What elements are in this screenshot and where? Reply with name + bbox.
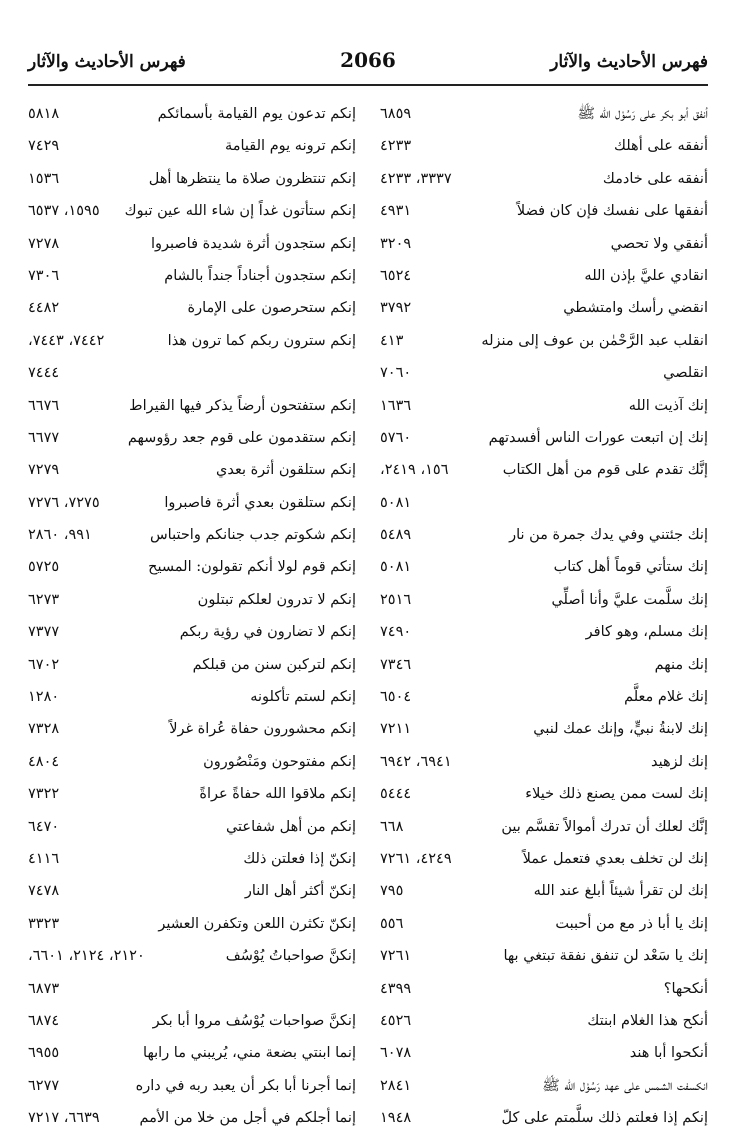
entry-text: إنكم ستجدون أثرة شديدة فاصبروا (150, 235, 356, 252)
entry-text: أنفقي ولا تحصي (610, 235, 708, 252)
entry-refs: ٣٣٣٧، ٤٢٣٣ (380, 170, 452, 187)
entry-refs: ٤١١٦ (28, 850, 60, 867)
index-entry (28, 910, 356, 942)
entry-refs: ٦٢٧٣ (28, 591, 60, 608)
entry-refs: ٧٤٩٠ (380, 624, 412, 641)
index-entry (380, 327, 708, 359)
entry-text: انقضي رأسك وامتشطي (563, 300, 708, 317)
entry-text: انقلب عبد الرَّحْمٰن بن عوف إلى منزله (481, 332, 708, 349)
entry-text: إنك يا أبا ذر مع من أحببت (555, 915, 708, 932)
entry-text: إنك مسلم، وهو كافر (585, 624, 708, 641)
index-entry (28, 618, 356, 650)
index-entry (380, 942, 708, 974)
entry-refs: ٤٩٣١ (380, 203, 412, 220)
entry-text: إنك يا سَعْد لن تنفق نفقة تبتغي بها (503, 948, 708, 965)
entry-refs: ٣٣٢٣ (28, 915, 60, 932)
entry-text: إنكنَّ صواحباتُ يُوْسُف (225, 948, 356, 965)
index-entry (380, 294, 708, 326)
index-entry (380, 651, 708, 683)
index-entry (28, 230, 356, 262)
entry-text: أنفق أبو بكر على رَسُوْل الله ﷺ (577, 106, 708, 122)
index-entry (380, 586, 708, 618)
index-entry (380, 100, 708, 132)
index-entry (380, 230, 708, 262)
index-entry (28, 877, 356, 909)
entry-text: إنكم ترونه يوم القيامة (224, 138, 356, 155)
entry-text: إنكم لا تدرون لعلكم تبتلون (197, 591, 356, 608)
index-entry (380, 1104, 708, 1136)
entry-text: إنك إن اتبعت عورات الناس أفسدتهم (488, 429, 708, 446)
index-entry (28, 392, 356, 424)
index-entry (28, 748, 356, 780)
entry-refs: ٧٣٤٦ (380, 656, 412, 673)
entry-text: إنكم من أهل شفاعتي (225, 818, 356, 835)
entry-refs: ٤٨٠٤ (28, 753, 60, 770)
entry-text: إنكم لستم تأكلونه (250, 689, 356, 706)
entry-text: إنك آذيت الله (628, 397, 708, 414)
entry-text: إنك لست ممن يصنع ذلك خيلاء (525, 786, 708, 803)
index-entry (380, 359, 708, 391)
entry-refs: ٦٢٧٧ (28, 1077, 60, 1094)
index-entry (380, 715, 708, 747)
index-entry (380, 683, 708, 715)
index-entry (380, 618, 708, 650)
entry-refs: ١٩٤٨ (380, 1110, 412, 1127)
index-entry (380, 780, 708, 812)
entry-refs: ٤٢٤٩، ٧٢٦١ (380, 850, 452, 867)
index-entry (380, 1072, 708, 1104)
entry-refs: ٥٧٢٥ (28, 559, 60, 576)
index-entry (28, 327, 356, 359)
entry-refs: ٦٩٤١، ٦٩٤٢ (380, 753, 452, 770)
entry-refs: ١٢٨٠ (28, 689, 60, 706)
entry-refs: ٤٣٩٩ (380, 980, 412, 997)
index-entry (28, 100, 356, 132)
entry-refs: ٦٥٠٤ (380, 689, 412, 706)
entry-refs: ٥٠٨١ (380, 494, 412, 511)
entry-text: إنك جئتني وفي يدك جمرة من نار (509, 527, 708, 544)
entry-refs: ٢١٢٠، ٢١٢٤، ٦٦٠١، (28, 948, 145, 965)
entry-text: أنكحها؟ (663, 980, 708, 997)
entry-text: إنكم ستجدون أجناداً جنداً بالشام (164, 267, 356, 284)
index-entry (380, 845, 708, 877)
index-entry (28, 975, 356, 1007)
entry-refs: ١٥٣٦ (28, 170, 60, 187)
index-entry (28, 294, 356, 326)
index-entry (28, 1039, 356, 1071)
entry-refs: ٦٩٥٥ (28, 1045, 60, 1062)
index-entry (28, 165, 356, 197)
entry-text: إنك سلَّمت عليَّ وأنا أصلِّي (551, 591, 708, 608)
entry-refs: ٥٠٨١ (380, 559, 412, 576)
entry-text: إنكم مفتوحون ومَنْصُورون (203, 753, 356, 770)
index-entry (28, 1072, 356, 1104)
index-entry (380, 910, 708, 942)
entry-text: إنكنَّ صواحبات يُوْسُف مروا أبا بكر (152, 1012, 356, 1029)
index-entry (380, 456, 708, 488)
entry-refs: ٧٢٧٨ (28, 235, 60, 252)
index-entry (380, 813, 708, 845)
index-entry (380, 975, 708, 1007)
entry-refs: ٣٧٩٢ (380, 300, 412, 317)
entry-refs: ٧٢٦١ (380, 948, 412, 965)
index-entry (380, 553, 708, 585)
index-entry (28, 651, 356, 683)
entry-text: إنكم ملاقوا الله حفاةً عراةً (199, 786, 356, 803)
entry-refs: ٦٦٧٧ (28, 429, 60, 446)
entry-refs: ٦٧٠٢ (28, 656, 60, 673)
entry-refs: ٥٨١٨ (28, 106, 60, 122)
entry-text: إنك غلام معلَّم (624, 689, 708, 706)
entry-text: إنكم قوم لولا أنكم تقولون: المسيح (148, 559, 356, 576)
index-entry (28, 1007, 356, 1039)
index-entry (380, 165, 708, 197)
entry-text: إنكم ستحرصون على الإمارة (187, 300, 356, 317)
entry-text: إنما ابنتي بضعة مني، يُريبني ما رابها (143, 1045, 356, 1062)
entry-refs: ٥٤٨٩ (380, 527, 412, 544)
entry-text: أنكح هذا الغلام ابنتك (587, 1012, 708, 1029)
entry-text: إنكنّ أكثر أهل النار (244, 883, 356, 900)
index-entry (28, 813, 356, 845)
entry-text: إنكم محشورون حفاة عُراة غرلاً (169, 721, 356, 738)
entry-text: إنك لابنةُ نبيٍّ، وإنك عمك لنبي (533, 721, 708, 738)
entry-text: إنكم سترون ربكم كما ترون هذا (167, 332, 356, 349)
entry-refs: ٥٧٦٠ (380, 429, 412, 446)
index-entry (28, 780, 356, 812)
entry-text: إنكم شكوتم جدب جنانكم واحتباس (149, 527, 356, 544)
entry-refs: ٧٢١١ (380, 721, 412, 738)
index-entry (380, 197, 708, 229)
entry-text: إنكم إذا فعلتم ذلك سلَّمتم على كلّ (501, 1110, 708, 1127)
entry-refs: ٩٩١، ٢٨٦٠ (28, 527, 92, 544)
entry-refs: ٧٣٠٦ (28, 267, 60, 284)
entry-text: إنكم ستلقون بعدي أثرة فاصبروا (164, 494, 356, 511)
entry-text: إنكم ستلقون أثرة بعدي (215, 462, 356, 479)
index-entry (28, 942, 356, 974)
entry-refs: ٥٤٤٤ (380, 786, 412, 803)
index-entry (28, 586, 356, 618)
entry-refs: ٦٨٧٤ (28, 1012, 60, 1029)
index-entry (380, 424, 708, 456)
entry-text: إنك لن تخلف بعدي فتعمل عملاً (522, 850, 708, 867)
entry-refs: ٧٣٢٨ (28, 721, 60, 738)
page-header (28, 48, 708, 78)
index-entry (28, 489, 356, 521)
index-entry (28, 456, 356, 488)
index-entry (28, 262, 356, 294)
entry-text: إنك منهم (654, 656, 708, 673)
entry-text: إنكم لتركبن سنن من قبلكم (192, 656, 356, 673)
entry-text: أنكحوا أبا هند (629, 1045, 708, 1062)
entry-refs: ٧٣٢٢ (28, 786, 60, 803)
entry-refs: ٧٤٤٢، ٧٤٤٣، (28, 332, 105, 349)
entry-text: أنفقها على نفسك فإن كان فضلاً (516, 203, 708, 220)
entry-refs: ١٦٣٦ (380, 397, 412, 414)
entry-text: إنكم ستفتحون أرضاً يذكر فيها القيراط (129, 397, 356, 414)
entry-refs: ٧٢٧٩ (28, 462, 60, 479)
entry-refs: ٦٠٧٨ (380, 1045, 412, 1062)
index-entry (380, 1007, 708, 1039)
entry-text: إنك لزهيد (651, 753, 708, 770)
entry-text: إنما أجلكم في أجل من خلا من الأمم (139, 1110, 356, 1127)
entry-refs: ٦٦٧٦ (28, 397, 60, 414)
entry-text: أنفقه على خادمك (602, 170, 708, 187)
header-rule (28, 84, 708, 86)
running-title-right: فهرس الأحاديث والآثار (550, 52, 708, 72)
index-entry (28, 553, 356, 585)
entry-text: إنك ستأتي قوماً أهل كتاب (553, 559, 708, 576)
entry-refs: ١٥٩٥، ٦٥٣٧ (28, 203, 100, 220)
left-column (28, 100, 356, 1137)
index-entry (28, 359, 356, 391)
entry-text: إنكم تدعون يوم القيامة بأسمائكم (157, 106, 356, 122)
entry-refs: ٢٨٤١ (380, 1077, 412, 1094)
entry-refs: ٦٦٨ (380, 818, 404, 835)
index-entry (380, 132, 708, 164)
page-number: 2066 (340, 48, 396, 72)
entry-refs: ٤١٣ (380, 332, 404, 349)
entry-refs: ٦٤٧٠ (28, 818, 60, 835)
index-entry (28, 845, 356, 877)
index-entry (28, 715, 356, 747)
entry-text: إنَّك لعلك أن تدرك أموالاً تقسَّم بين (501, 818, 708, 835)
index-entry (28, 132, 356, 164)
index-entry (28, 683, 356, 715)
entry-refs: ٣٢٠٩ (380, 235, 412, 252)
index-entry (28, 1104, 356, 1136)
index-entry (28, 521, 356, 553)
entry-text: أنفقه على أهلك (614, 138, 708, 155)
entry-text: إنكم ستقدمون على قوم جعد رؤوسهم (127, 429, 356, 446)
entry-text: انقادي عليَّ بإذن الله (584, 267, 708, 284)
index-entry (380, 392, 708, 424)
index-entry (380, 1039, 708, 1071)
entry-refs: ٢٥١٦ (380, 591, 412, 608)
entry-text: انكسفت الشمس على عهد رَسُوْل الله ﷺ (542, 1077, 708, 1094)
entry-refs: ٧٤٧٨ (28, 883, 60, 900)
entry-refs: ٦٨٥٩ (380, 106, 412, 122)
entry-refs: ٧٢٧٥، ٧٢٧٦ (28, 494, 100, 511)
entry-refs: ١٥٦، ٢٤١٩، (380, 462, 449, 479)
index-entry (380, 748, 708, 780)
index-entry (380, 262, 708, 294)
entry-text: إنكم ستأتون غداً إن شاء الله عين تبوك (124, 203, 356, 220)
running-title-left: فهرس الأحاديث والآثار (28, 52, 186, 72)
entry-refs: ٧٩٥ (380, 883, 404, 900)
entry-text: إنما أجرنا أبا بكر أن يعبد ربه في داره (135, 1077, 356, 1094)
entry-text: انقلصي (663, 365, 708, 382)
entry-refs: ٧٠٦٠ (380, 365, 412, 382)
entry-refs: ٤٥٢٦ (380, 1012, 412, 1029)
entry-refs: ٧٤٢٩ (28, 138, 60, 155)
entry-refs: ٦٥٢٤ (380, 267, 412, 284)
entry-text: إنكنّ تكثرن اللعن وتكفرن العشير (158, 915, 356, 932)
index-entry (380, 521, 708, 553)
index-entry (380, 489, 708, 521)
index-entry (380, 877, 708, 909)
entry-text: إنكنّ إذا فعلتن ذلك (243, 850, 356, 867)
entry-refs: ٤٢٣٣ (380, 138, 412, 155)
entry-refs: ٦٦٣٩، ٧٢١٧ (28, 1110, 100, 1127)
entry-refs: ٥٥٦ (380, 915, 404, 932)
right-column (380, 100, 708, 1137)
entry-refs: ٧٣٧٧ (28, 624, 60, 641)
index-entry (28, 197, 356, 229)
index-entry (28, 424, 356, 456)
entry-refs: ٧٤٤٤ (28, 365, 60, 382)
entry-refs: ٦٨٧٣ (28, 980, 60, 997)
entry-text: إنكم تنتظرون صلاة ما ينتظرها أهل (148, 170, 356, 187)
entry-refs: ٤٤٨٢ (28, 300, 60, 317)
entry-text: إنك لن تقرأ شيئاً أبلغ عند الله (533, 883, 708, 900)
entry-text: إنَّك تقدم على قوم من أهل الكتاب (502, 462, 708, 479)
entry-text: إنكم لا تضارون في رؤية ربكم (179, 624, 356, 641)
